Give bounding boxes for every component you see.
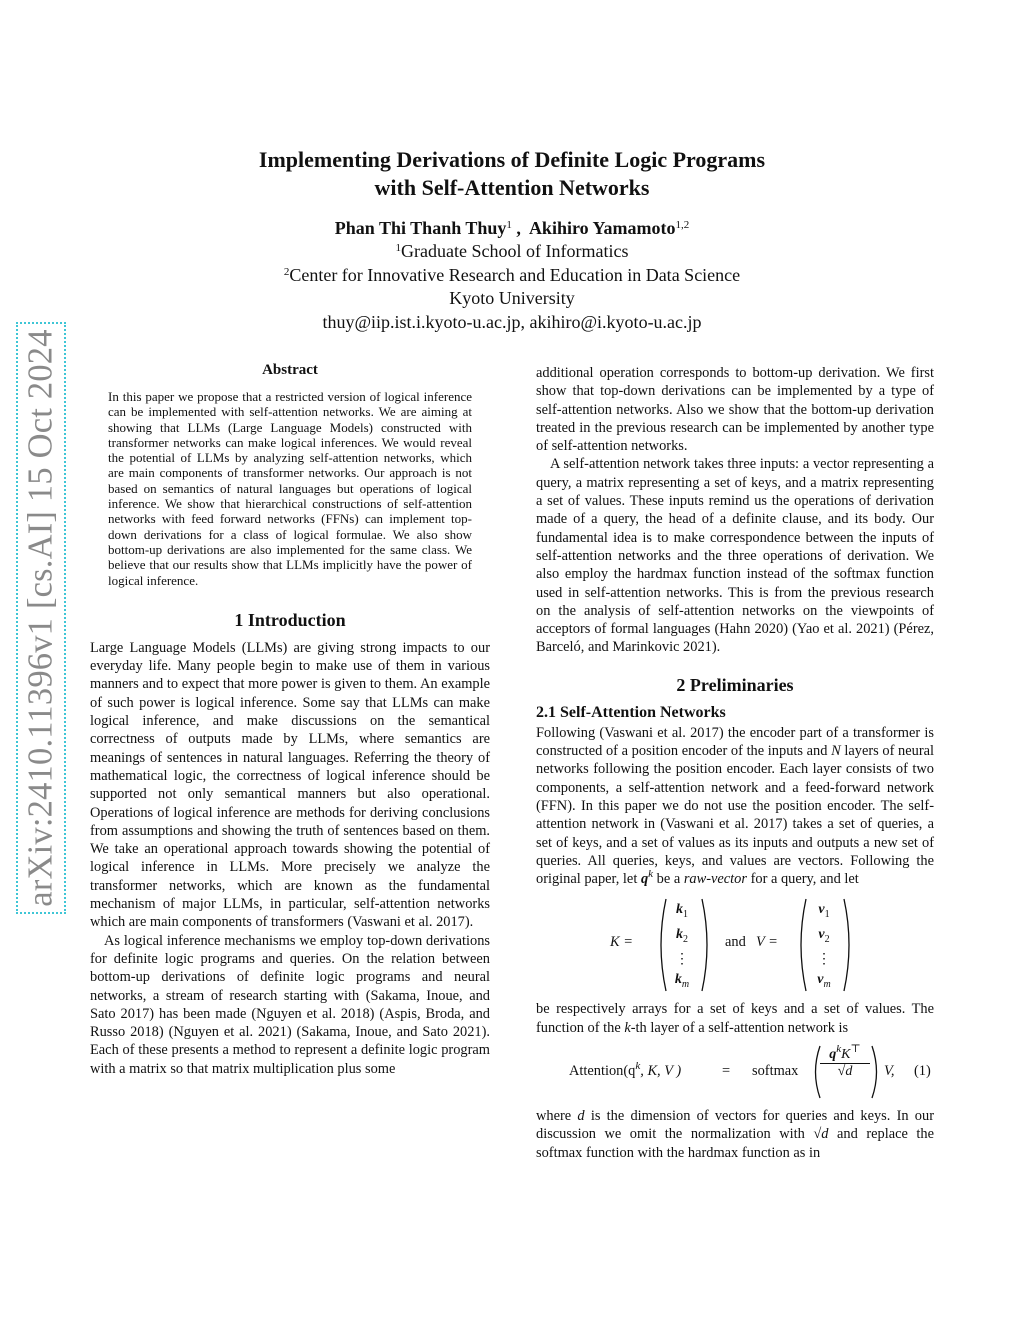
affiliation-1 — [120, 240, 904, 264]
attention-superscript: k — [635, 1060, 641, 1073]
key-symbol: k — [676, 927, 683, 943]
softmax-label: softmax — [752, 1063, 799, 1080]
value-subscript: m — [823, 978, 831, 990]
author-list — [120, 216, 904, 240]
arxiv-sidebar — [16, 322, 66, 914]
intro-paragraph-4: A self-attention network takes three inputs: a vector representing a query, a matrix representing a set of keys, and a matrix representing a set of values. These inputs remind us the operations of derivation made of a query, the head of a definite clause, and its body. Our fundamental idea is to make correspondence between the inputs of self-attention networks and the three operations of derivation. We also employ the hardmax function instead of the softmax function used in self-attention networks. This is from the previous research on the analysis of self-attention networks on the viewpoints of acceptors of formal languages (Hahn 2020) (Yao et al. 2021) (Pérez, Barceló, and Marinkovic 2021). — [536, 456, 934, 656]
affiliation-1-marker: 1 — [395, 242, 402, 254]
matrix-K-dots: ⋮ — [675, 952, 689, 968]
matrix-V-entry — [809, 900, 839, 925]
key-subscript: 2 — [683, 934, 688, 946]
author-1-affiliation: 1 — [506, 219, 512, 231]
title-line-2: with Self-Attention Networks — [374, 175, 650, 200]
prelim-p1-part-a: Following (Vaswani et al. 2017) the encoder part of a transformer is constructed of a position encoder of the inputs and — [536, 724, 934, 760]
intro-paragraph-3: additional operation corresponds to bottom-up derivation. We first show that top-down derivations can be implemented by a type of self-attention networks. Also we show that the bottom-up derivation treated in the previous research can be implemented by another type of self-attention networks. — [536, 365, 934, 455]
matrix-V-entries — [809, 900, 839, 994]
matrix-K-label: K = — [610, 934, 633, 951]
author-2: Akihiro Yamamoto — [528, 218, 676, 238]
section-heading-preliminaries: 2 Preliminaries — [676, 674, 794, 695]
abstract-heading: Abstract — [262, 362, 318, 378]
matrix-equation — [536, 898, 934, 992]
key-symbol: k — [676, 902, 683, 918]
intro-paragraph-1: Large Language Models (LLMs) are giving strong impacts to our everyday life. Many people begin to make use of them in various manners and to expect that more power is given to them. An example of such power is logical inference. Some say that LLMs can make logical inference, and make discussions on the semantical correctness of outputs made by LLMs, where semantics are meanings of sentences in natural languages. Referring the theory of mathematical logic, the correctness of logical inference should be supported not only semantical manners but also operational. Operations of logical inference are methods for deriving conclusions from assumptions and showing the truth of sentences based on them. We take an operational approach towards showing the potential of logical inference in LLMs. More precisely we analyze the transformer networks, which are known as the fundamental mechanism of major LLMs, in particular, self-attention networks which are main components of transformers (Vaswani et al. 2017). — [90, 639, 490, 931]
fraction-numerator — [820, 1043, 870, 1064]
affiliation-2 — [120, 264, 904, 288]
matrix-V-right-paren — [842, 898, 856, 992]
transpose-symbol: ⊤ — [850, 1043, 861, 1056]
symbol-q-superscript: k — [648, 868, 654, 881]
equation-1-lhs — [569, 1060, 682, 1080]
title-line-1: Implementing Derivations of Definite Logic Programs — [258, 147, 766, 172]
prelim-p1-part-c: be a — [656, 871, 681, 888]
symbol-k: k — [624, 1019, 631, 1036]
prelim-p2-part-b: -th layer of a self-attention network is — [630, 1019, 849, 1036]
prelim-p1-part-d: for a query, and let — [750, 871, 859, 888]
matrix-K-left-paren — [654, 898, 668, 992]
fraction-denominator: √d — [837, 1064, 853, 1080]
affiliation-1-text: Graduate School of Informatics — [401, 241, 629, 261]
paper-title — [120, 146, 904, 202]
matrix-V-left-paren — [794, 898, 808, 992]
matrix-K-entries — [667, 900, 697, 994]
key-subscript: m — [681, 978, 690, 990]
left-column — [90, 362, 490, 1078]
attention-args: , K, V ) — [640, 1063, 682, 1080]
matrix-V-entry — [809, 925, 839, 950]
key-subscript: 1 — [683, 909, 688, 921]
matrix-and-label: and — [725, 934, 746, 951]
affiliation-3: Kyoto University — [449, 288, 575, 308]
author-1: Phan Thi Thanh Thuy — [334, 218, 507, 238]
affiliation-2-text: Center for Innovative Research and Education in Data Science — [289, 264, 741, 285]
prelim-paragraph-2 — [536, 1000, 934, 1037]
matrix-K-right-paren — [700, 898, 714, 992]
affiliation-2-marker: 2 — [283, 265, 290, 278]
value-subscript: 1 — [824, 909, 830, 921]
equation-1 — [536, 1041, 934, 1103]
author-emails: thuy@iip.ist.i.kyoto-u.ac.jp, akihiro@i.kyoto-u.ac.jp — [322, 311, 702, 332]
prelim-paragraph-3 — [536, 1107, 934, 1162]
equation-1-right-paren — [870, 1045, 882, 1099]
equation-1-number: (1) — [914, 1063, 931, 1080]
numerator-q: q — [829, 1047, 837, 1063]
matrix-V-entry — [809, 970, 839, 995]
numerator-K: K — [841, 1047, 851, 1063]
matrix-V-label: V = — [756, 934, 778, 951]
matrix-K-entry — [667, 925, 697, 950]
prelim-p1-part-b: layers of neural networks following the position encoder. Each layer consists of two components, a self-attention network and a feed-forward network (FFN). In this paper we do not use the position encoder. The self-attention network in (Vaswani et al. 2017) takes a set of queries, a set of keys, and a set of values as its inputs and outputs a new set of queries. All queries, keys, and values are vectors. Following the original paper, let — [536, 743, 935, 888]
attention-function: Attention(q — [569, 1063, 636, 1080]
term-raw-vector: raw-vector — [683, 871, 747, 888]
intro-paragraph-2: As logical inference mechanisms we employ top-down derivations for definite logic programs and queries. On the relation between bottom-up derivations of definite logic programs and neural networks, a stream of research starting with (Sakama, Inoue, and Sato 2017) has been made (Nguyen et al. 2018) (Aspis, Broda, and Russo 2018) (Nguyen et al. 2021) (Sakama, Inoue, and Sato 2021). Each of these presents a method to represent a definite logic program with a matrix so that matrix multiplication plus some — [90, 932, 490, 1077]
subsection-heading-self-attention: 2.1 Self-Attention Networks — [536, 703, 726, 721]
matrix-V-dots: ⋮ — [817, 952, 831, 968]
equation-1-fraction — [820, 1043, 870, 1080]
symbol-sqrt-d: √d — [813, 1126, 829, 1143]
prelim-p3-part-a: where — [536, 1108, 572, 1125]
symbol-N: N — [831, 743, 841, 760]
paper-header — [120, 146, 904, 334]
arxiv-identifier: arXiv:2410.11396v1 [cs.AI] 15 Oct 2024 — [21, 329, 60, 907]
abstract-text: In this paper we propose that a restricted version of logical inference can be implemented with self-attention networks. We are aiming at showing that LLMs (Large Language Models) constructed with transformer networks can make logical inferences. We would reveal the potential of LLMs by analyzing self-attention networks, which are main components of transformer networks. Our approach is not based on semantics of natural languages but operations of logical inference. We show that hierarchical constructions of self-attention networks with feed forward networks (FFNs) can implement top-down derivations for a class of logical formulae. We also show bottom-up derivations are also implemented for the same class. We believe that our results show that LLMs implicitly have the power of logical inference. — [108, 389, 472, 588]
matrix-K-entry — [667, 900, 697, 925]
matrix-K-entry — [667, 970, 697, 995]
symbol-d: d — [577, 1108, 585, 1125]
value-symbol: v — [818, 927, 825, 943]
prelim-p3-part-b: is the dimension of vectors for queries and keys. In our discussion we omit the normalization with — [536, 1108, 934, 1143]
equation-1-equals: = — [722, 1063, 731, 1080]
equation-1-tail: V, — [884, 1063, 895, 1080]
value-subscript: 2 — [824, 934, 830, 946]
value-symbol: v — [818, 902, 825, 918]
section-heading-introduction: 1 Introduction — [234, 609, 346, 630]
prelim-p3-part-c: and replace the softmax function with the hardmax function as in — [536, 1126, 934, 1161]
value-symbol: v — [817, 972, 824, 988]
prelim-p2-part-a: be respectively arrays for a set of keys and a set of values. The function of the — [536, 1001, 934, 1036]
right-column — [536, 364, 934, 1162]
author-separator: , — [511, 218, 529, 238]
author-2-affiliation: 1,2 — [675, 219, 690, 231]
numerator-superscript: k — [836, 1043, 842, 1056]
key-symbol: k — [674, 972, 682, 988]
symbol-q: q — [640, 871, 649, 888]
prelim-paragraph-1 — [536, 724, 934, 889]
